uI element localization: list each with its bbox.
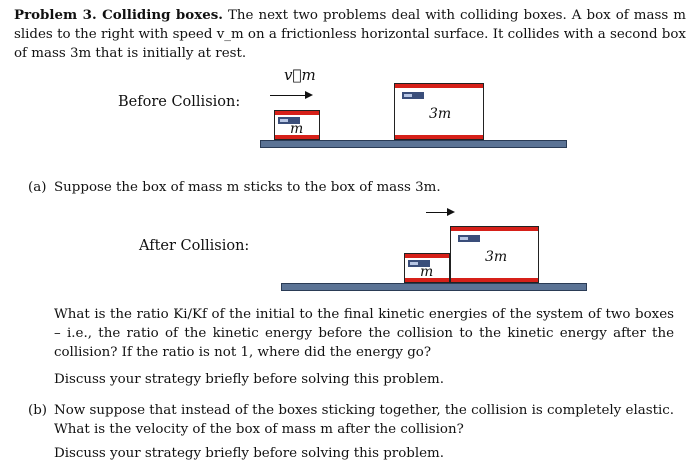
box-stripe-bottom (451, 278, 538, 282)
small-box-before (274, 110, 320, 140)
part-a-strategy: Discuss your strategy briefly before solving this problem. (54, 372, 444, 387)
big-box-before (394, 83, 484, 140)
box-stripe-bottom (395, 135, 483, 139)
after-velocity-arrow-head (447, 208, 455, 216)
problem-heading: Problem 3. Colliding boxes. (14, 7, 223, 23)
box-stripe-top (405, 254, 449, 258)
part-b-strategy: Discuss your strategy briefly before solving this problem. (54, 446, 444, 461)
part-b-text: Now suppose that instead of the boxes sticking together, the collision is completely elastic. What is the velocity of the box of mass m after the collision? (54, 403, 674, 437)
part-a-marker: (a) (28, 180, 47, 195)
problem-intro-text: The next two problems deal with colliding boxes. A box of mass m slides to the right with speed v_m on a frictionless horizontal surface. It collides with a second box of mass 3m that is initially at rest. (14, 8, 686, 61)
ground-surface-before (260, 140, 567, 148)
ground-surface-after (281, 283, 587, 291)
small-box-after (404, 253, 450, 283)
after-velocity-arrow-line (426, 212, 448, 213)
small-box-label: m (290, 121, 304, 137)
small-box-label: m (420, 264, 434, 280)
box-stripe-top (451, 227, 538, 231)
after-collision-label: After Collision: (139, 238, 250, 254)
box-logo-icon (402, 92, 424, 99)
before-collision-label: Before Collision: (118, 94, 241, 110)
velocity-arrow-line (270, 95, 306, 96)
problem-intro (14, 6, 686, 63)
part-a-question: What is the ratio Ki/Kf of the initial to the final kinetic energies of the system of two boxes – i.e., the ratio of the kinetic energy before the collision to the kinetic energy after the collision? If the ratio is not 1, where did the energy go? (54, 307, 674, 360)
box-stripe-top (395, 84, 483, 88)
box-stripe-top (275, 111, 319, 115)
box-logo-icon (458, 235, 480, 242)
part-b-marker: (b) (28, 403, 48, 418)
velocity-arrow-head (305, 91, 313, 99)
part-a-text: Suppose the box of mass m sticks to the box of mass 3m. (54, 180, 441, 195)
big-box-label: 3m (429, 106, 452, 122)
big-box-after (450, 226, 539, 283)
big-box-label: 3m (485, 249, 508, 265)
velocity-label: v⃗m (284, 66, 316, 84)
